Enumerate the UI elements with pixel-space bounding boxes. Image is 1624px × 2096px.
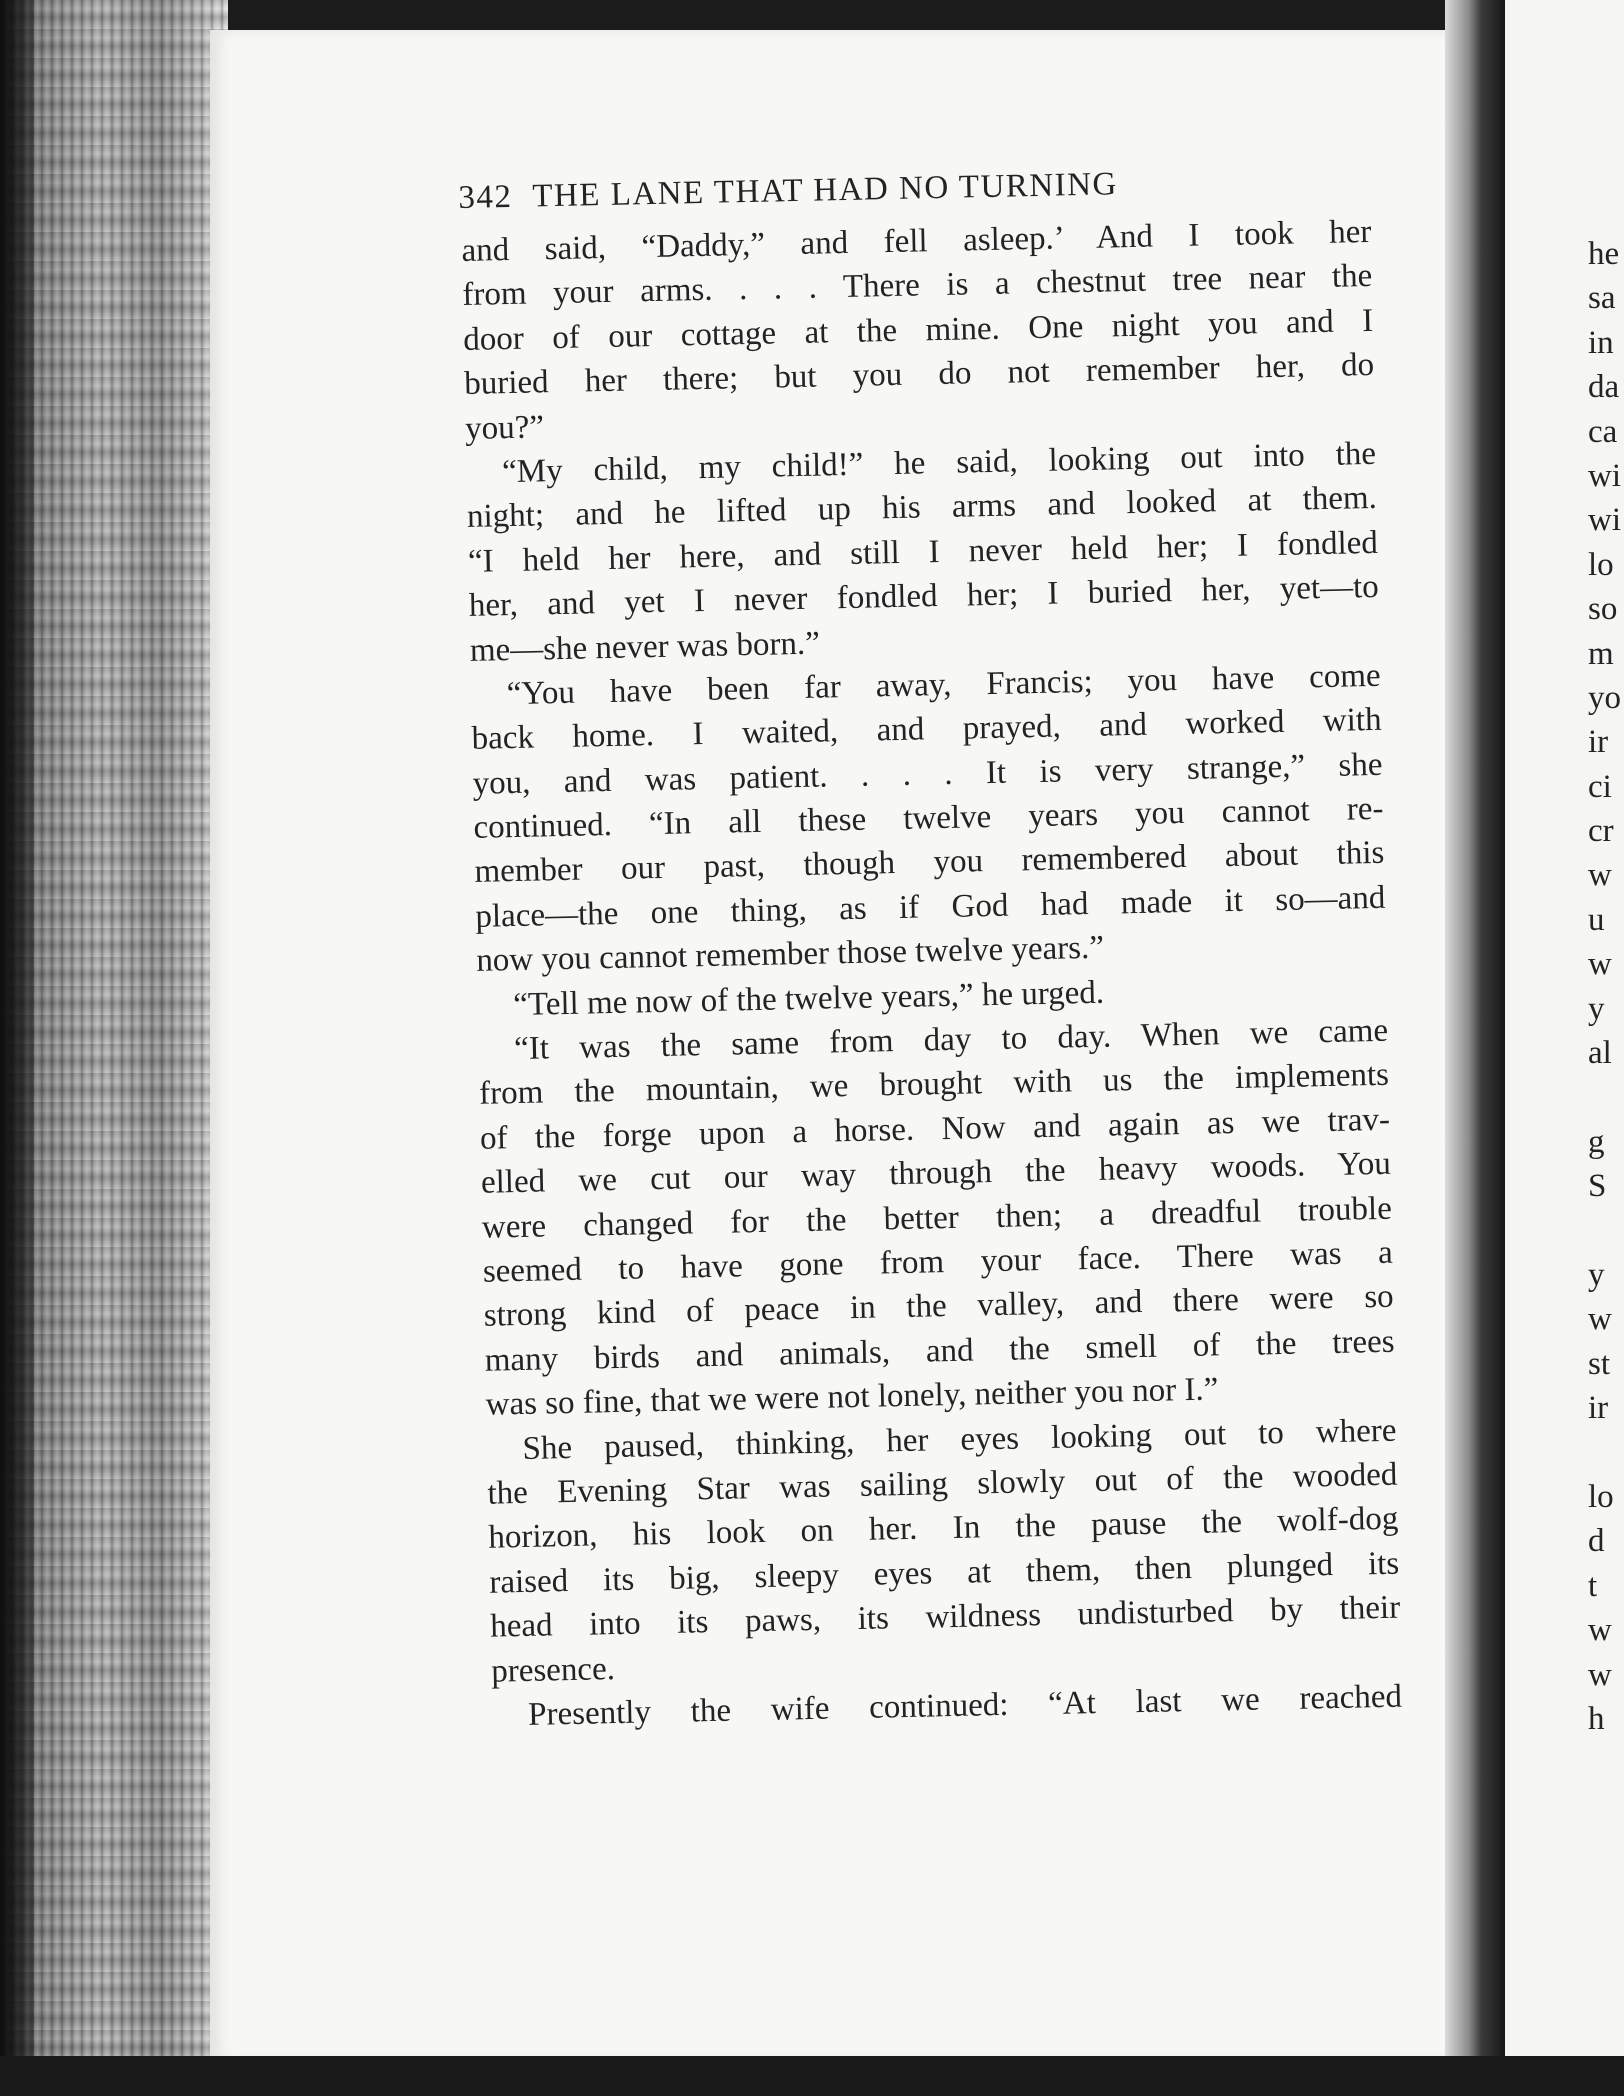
text-line: head into its paws, its wildness undisturbed by their (489, 1589, 1401, 1645)
text-line: me—she never was born.” (469, 625, 821, 669)
right-page-fragment: lo (1588, 1478, 1614, 1515)
text-line: door of our cottage at the mine. One night you and I (462, 302, 1374, 358)
text-line: buried her there; but you do not remember her, do (463, 347, 1375, 403)
right-page-fragment: yo (1588, 679, 1621, 716)
text-line: and said, “Daddy,” and fell asleep.’ And I took her (461, 213, 1372, 269)
text-line: presence. (490, 1650, 616, 1690)
right-page-fragment: al (1588, 1035, 1612, 1072)
right-page-fragment: st (1588, 1345, 1611, 1382)
right-page-fragment: sa (1588, 280, 1616, 317)
text-line: many birds and animals, and the smell of the trees (484, 1323, 1395, 1379)
text-line: the Evening Star was sailing slowly out of the wooded (487, 1456, 1398, 1512)
text-line: raised its big, sleepy eyes at them, then plunged its (488, 1545, 1400, 1601)
right-page-text-fragments (1588, 232, 1624, 1741)
right-page-fragment (1588, 1209, 1624, 1253)
text-line: you?” (464, 408, 545, 447)
text-line: night; and he lifted up his arms and looked at them. (466, 480, 1378, 536)
right-page-fragment: lo (1588, 546, 1614, 583)
bottom-shadow (0, 2056, 1624, 2096)
text-line: Presently the wife continued: “At last we reached (527, 1678, 1403, 1733)
text-line: now you cannot remember those twelve years.” (475, 929, 1105, 980)
text-line: horizon, his look on her. In the pause the wolf-dog (488, 1500, 1399, 1557)
right-page-fragment: cr (1588, 813, 1614, 850)
text-line: you, and was patient. . . . It is very strange,” she (472, 746, 1383, 802)
text-line: “My child, my child!” he said, looking out into the (501, 435, 1377, 491)
right-page-fragment: wi (1588, 457, 1621, 494)
right-page-fragment: w (1588, 946, 1612, 983)
right-page-fragment: ir (1588, 1390, 1609, 1427)
right-page-fragment: so (1588, 591, 1618, 628)
text-line: She paused, thinking, her eyes looking out to where (522, 1412, 1397, 1467)
text-line: “You have been far away, Francis; you have come (506, 657, 1381, 713)
text-line: back home. I waited, and prayed, and worked with (471, 702, 1382, 758)
right-page-fragment: u (1588, 901, 1605, 938)
text-line: strong kind of peace in the valley, and there were so (483, 1279, 1394, 1335)
right-page-fragment: da (1588, 369, 1620, 406)
text-line: from the mountain, we brought with us the implements (478, 1057, 1390, 1113)
text-line: “Tell me now of the twelve years,” he urged. (512, 974, 1105, 1023)
text-line: elled we cut our way through the heavy woods. You (480, 1145, 1392, 1201)
page-number: 342 (458, 178, 513, 217)
right-page-fragment: ca (1588, 413, 1618, 450)
body-text (461, 210, 1402, 1738)
text-line: member our past, though you remembered about this (474, 835, 1385, 891)
page-text-block (460, 161, 1402, 1738)
text-line: from your arms. . . . There is a chestnut tree near the (462, 258, 1373, 314)
right-page-fragment: w (1588, 857, 1612, 894)
right-page-fragment: w (1588, 1612, 1612, 1649)
text-line: of the forge upon a horse. Now and again as we trav- (479, 1101, 1391, 1157)
right-page-fragment: m (1588, 635, 1614, 672)
right-page-fragment: ci (1588, 768, 1612, 805)
right-page-fragment: w (1588, 1301, 1612, 1338)
text-line: was so fine, that we were not lonely, neither you nor I.” (485, 1371, 1219, 1423)
right-page-fragment: w (1588, 1656, 1612, 1693)
right-page-fragment (1588, 1431, 1624, 1475)
right-page-fragment: ir (1588, 724, 1609, 761)
running-title: THE LANE THAT HAD NO TURNING (531, 166, 1119, 215)
right-page-fragment: in (1588, 324, 1614, 361)
text-line: seemed to have gone from your face. There was a (482, 1234, 1394, 1290)
right-page-fragment: g (1588, 1123, 1605, 1160)
right-page-fragment: he (1588, 236, 1620, 272)
right-page-fragment: y (1588, 990, 1605, 1027)
right-page-fragment (1588, 1075, 1624, 1119)
text-line: continued. “In all these twelve years you cannot re- (473, 790, 1384, 846)
right-page-fragment: h (1588, 1700, 1605, 1737)
book-gutter (1445, 0, 1505, 2096)
right-page-fragment: d (1588, 1523, 1605, 1560)
text-line: “It was the same from day to day. When we came (513, 1012, 1389, 1068)
text-line: place—the one thing, as if God had made it so—and (475, 879, 1386, 935)
right-page-fragment: wi (1588, 502, 1621, 539)
book-page-edges (0, 0, 228, 2096)
right-page-fragment: t (1588, 1567, 1598, 1604)
right-page-fragment: y (1588, 1256, 1605, 1293)
text-line: were changed for the better then; a dreadful trouble (481, 1190, 1393, 1246)
text-line: her, and yet I never fondled her; I buried her, yet—to (468, 568, 1380, 625)
text-line: “I held her here, and still I never held her; I fondled (467, 524, 1379, 580)
right-page-fragment: S (1588, 1168, 1607, 1205)
